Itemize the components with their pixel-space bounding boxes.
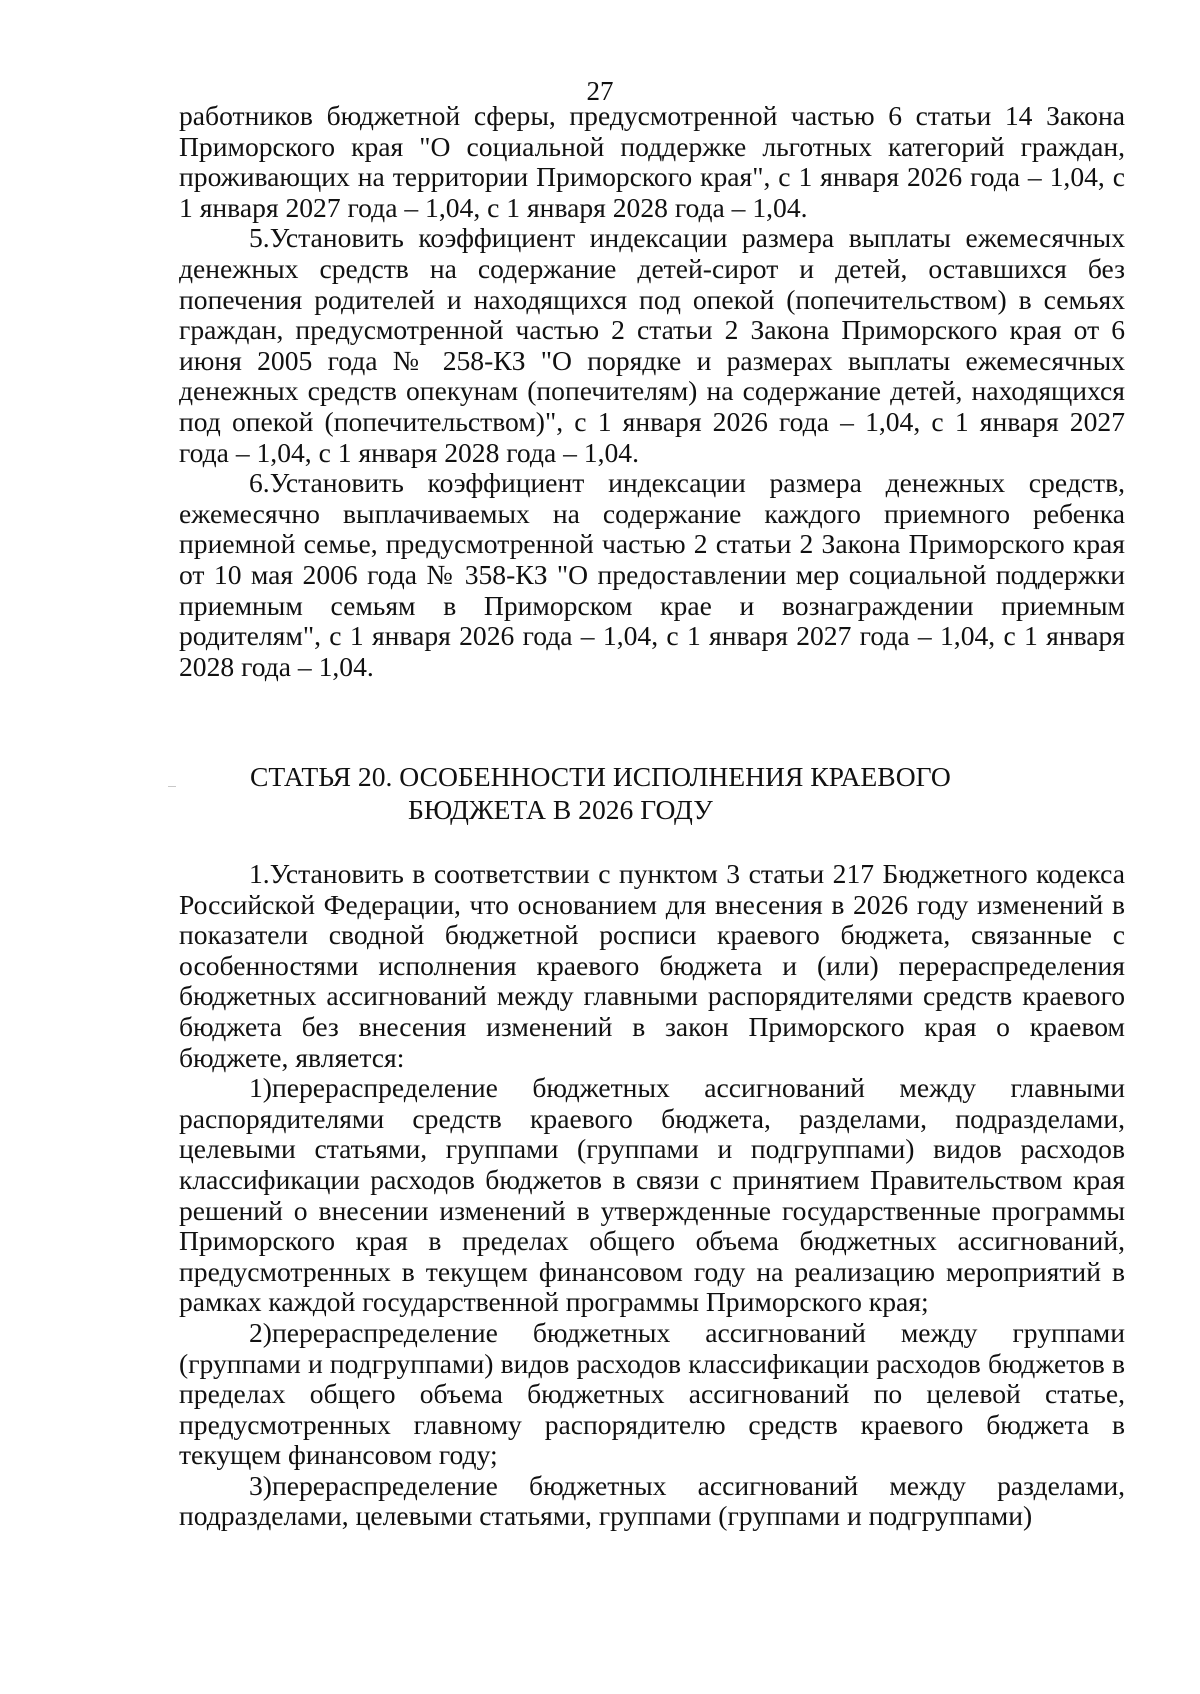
paragraph-continuation: работников бюджетной сферы, предусмотренной частью 6 статьи 14 Закона Приморского края "О социальной поддержке льготных категорий граждан, проживающих на территории Приморского края", с 1 января 2026 года – 1,04, с 1 января 2027 года – 1,04, с 1 января 2028 года – 1,04.: [179, 100, 1125, 223]
page-number: 27: [586, 76, 614, 106]
article-paragraph-1: 1.Установить в соответствии с пунктом 3 статьи 217 Бюджетного кодекса Российской Федерации, что основанием для внесения в 2026 году изменений в показатели сводной бюджетной росписи краевого бюджета, связанные с особенностями исполнения краевого бюджета и (или) перераспределения бюджетных ассигнований между главными распорядителями средств краевого бюджета без внесения изменений в закон Приморского края о краевом бюджете, является:: [179, 858, 1125, 1073]
article-subitem-3: 3)перераспределение бюджетных ассигнований между разделами, подразделами, целевыми статьями, группами (группами и подгруппами): [179, 1469, 1125, 1532]
article-heading: [250, 760, 1010, 826]
article-text-block: [179, 859, 1125, 1532]
article-subitem-1: 1)перераспределение бюджетных ассигнований между главными распорядителями средств краевого бюджета, разделами, подразделами, целевыми статьями, группами (группами и подгруппами) видов расходов классификации расходов бюджетов в связи с принятием Правительством края решений о внесении изменений в утвержденные государственные программы Приморского края в пределах общего объема бюджетных ассигнований, предусмотренных в текущем финансовом году на реализацию мероприятий в рамках каждой государственной программы Приморского края;: [179, 1072, 1125, 1318]
article-heading-line-2: БЮДЖЕТА В 2026 ГОДУ: [408, 794, 713, 825]
paragraph-item-6: 6.Установить коэффициент индексации размера денежных средств, ежемесячно выплачиваемых на содержание каждого приемного ребенка приемной семье, предусмотренной частью 2 статьи 2 Закона Приморского края от 10 мая 2006 года № 358-КЗ "О предоставлении мер социальной поддержки приемным семьям в Приморском крае и вознаграждении приемным родителям", с 1 января 2026 года – 1,04, с 1 января 2027 года – 1,04, с 1 января 2028 года – 1,04.: [179, 467, 1125, 682]
paragraph-item-5: 5.Установить коэффициент индексации размера выплаты ежемесячных денежных средств на содержание детей-сирот и детей, оставшихся без попечения родителей и находящихся под опекой (попечительством) в семьях граждан, предусмотренной частью 2 статьи 2 Закона Приморского края от 6 июня 2005 года № 258-КЗ "О порядке и размерах выплаты ежемесячных денежных средств опекунам (попечителям) на содержание детей, находящихся под опекой (попечительством)", с 1 января 2026 года – 1,04, с 1 января 2027 года – 1,04, с 1 января 2028 года – 1,04.: [179, 222, 1125, 468]
article-subitem-2: 2)перераспределение бюджетных ассигнований между группами (группами и подгруппами) видов расходов классификации расходов бюджетов в пределах общего объема бюджетных ассигнований по целевой статье, предусмотренных главному распорядителю средств краевого бюджета в текущем финансовом году;: [179, 1316, 1125, 1471]
scan-margin-mark: [168, 786, 176, 787]
top-text-block: [179, 101, 1125, 682]
article-heading-line-1: СТАТЬЯ 20. ОСОБЕННОСТИ ИСПОЛНЕНИЯ КРАЕВОГО: [250, 761, 951, 792]
